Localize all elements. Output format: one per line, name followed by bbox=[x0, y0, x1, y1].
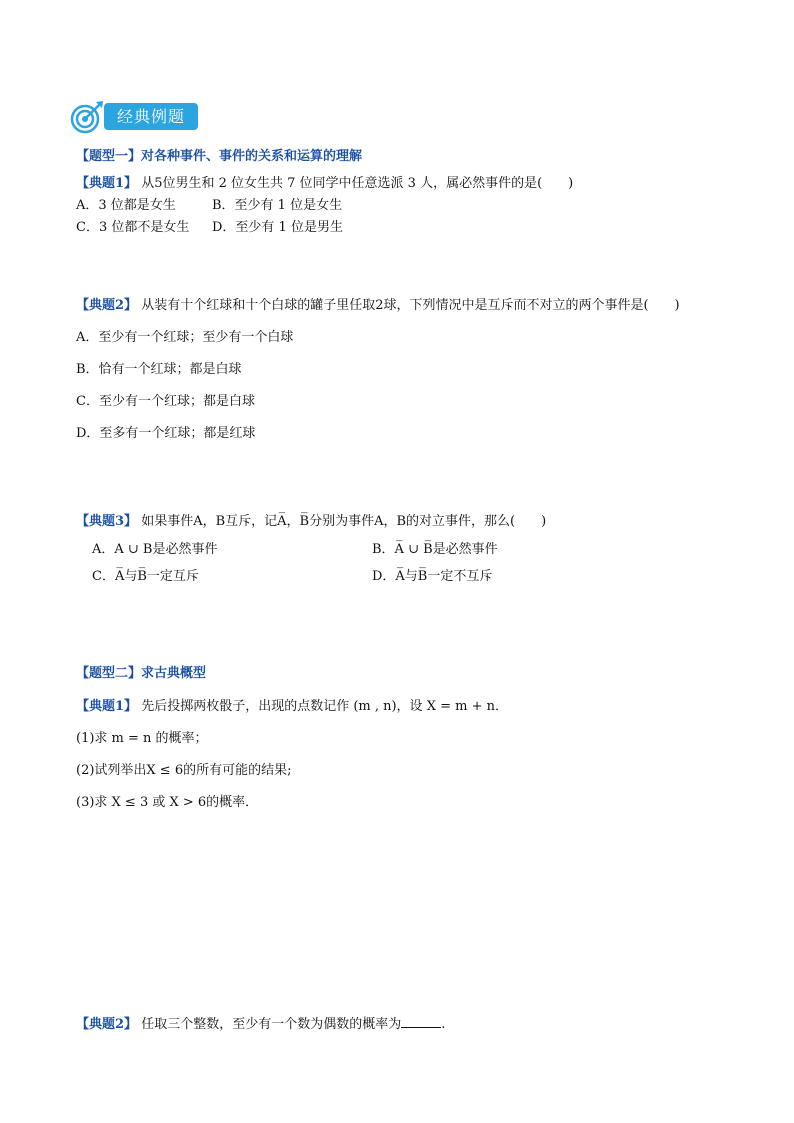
section-banner bbox=[70, 100, 205, 134]
answer-blank bbox=[401, 1015, 441, 1028]
option-b: B．至少有 1 位是女生 bbox=[212, 198, 343, 213]
part-1: (1)求 m = n 的概率； bbox=[76, 731, 208, 746]
type2-header: 【题型二】求古典概型 bbox=[76, 666, 207, 681]
q-text: 如果事件A，B互斥，记A̅，B̅分别为事件A，B的对立事件，那么( ) bbox=[141, 514, 547, 529]
option-a: A．至少有一个红球；至少有一个白球 bbox=[76, 330, 294, 345]
banner-label: 经典例题 bbox=[104, 103, 198, 130]
q-text: 任取三个整数，至少有一个数为偶数的概率为 bbox=[141, 1017, 402, 1032]
option-b: B．A̅ ∪ B̅是必然事件 bbox=[372, 542, 498, 557]
option-c: C．A̅与B̅一定互斥 bbox=[92, 569, 199, 584]
type1-q1 bbox=[76, 172, 573, 191]
option-c: C．3 位都不是女生 bbox=[76, 220, 190, 235]
type2-q2 bbox=[76, 1013, 445, 1032]
option-a: A．3 位都是女生 bbox=[76, 198, 176, 213]
target-icon bbox=[70, 100, 106, 134]
q-text: 从5位男生和 2 位女生共 7 位同学中任意选派 3 人，属必然事件的是( ) bbox=[141, 176, 574, 191]
q-text: 先后投掷两枚骰子，出现的点数记作 (m , n)，设 X = m + n． bbox=[141, 699, 508, 714]
q-tag: 【典题1】 bbox=[76, 699, 138, 714]
option-a: A．A ∪ B是必然事件 bbox=[92, 542, 218, 557]
part-2: (2)试列举出X ≤ 6的所有可能的结果; bbox=[76, 763, 292, 778]
q-tag: 【典题2】 bbox=[76, 1017, 138, 1032]
option-b: B．恰有一个红球；都是白球 bbox=[76, 362, 242, 377]
type1-q3 bbox=[76, 510, 546, 529]
type1-q2 bbox=[76, 294, 680, 313]
q-text: 从装有十个红球和十个白球的罐子里任取2球，下列情况中是互斥而不对立的两个事件是( ) bbox=[141, 298, 680, 313]
type2-q1 bbox=[76, 695, 508, 714]
option-c: C．至少有一个红球；都是白球 bbox=[76, 394, 255, 409]
option-d: D．A̅与B̅一定不互斥 bbox=[372, 569, 493, 584]
part-3: (3)求 X ≤ 3 或 X > 6的概率． bbox=[76, 795, 259, 810]
q-end: . bbox=[441, 1017, 446, 1032]
q-tag: 【典题1】 bbox=[76, 176, 138, 191]
type1-header: 【题型一】对各种事件、事件的关系和运算的理解 bbox=[76, 149, 363, 164]
q-tag: 【典题2】 bbox=[76, 298, 138, 313]
q-tag: 【典题3】 bbox=[76, 514, 138, 529]
option-d: D．至少有 1 位是男生 bbox=[212, 220, 343, 235]
option-d: D．至多有一个红球；都是红球 bbox=[76, 426, 256, 441]
